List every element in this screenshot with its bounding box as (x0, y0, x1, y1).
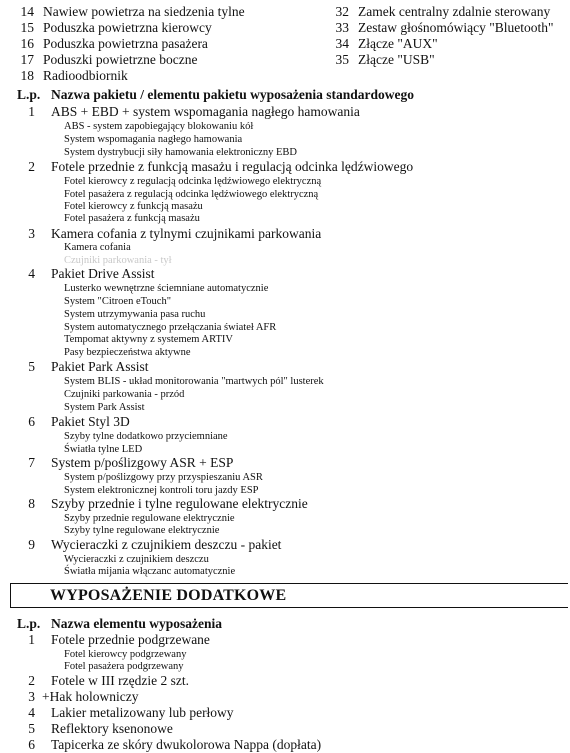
package-element: Kamera cofania (64, 242, 131, 253)
package-element: Fotel pasażera z regulacją odcinka lędźwiowego elektryczną (64, 189, 319, 200)
package-element: System Park Assist (64, 402, 145, 413)
package-element: Fotel kierowcy z funkcją masażu (64, 201, 203, 212)
package-element: Wycieraczki z czujnikiem deszczu (64, 554, 209, 565)
package-element: Tempomat aktywny z systemem ARTIV (64, 334, 233, 345)
additional-equipment-section-header (10, 583, 568, 608)
package-element: Pasy bezpieczeństwa aktywne (64, 347, 191, 358)
package-element: System elektronicznej kontroli toru jazdy ESP (64, 485, 259, 496)
package-element: Fotel pasażera z funkcją masażu (64, 213, 200, 224)
package-element: Lusterko wewnętrzne ściemniane automatycznie (64, 283, 269, 294)
package-element: System automatycznego przełączania świateł AFR (64, 322, 277, 333)
package-element-faded: Czujniki parkowania - tył (64, 255, 172, 266)
package-element: Szyby przednie regulowane elektrycznie (64, 513, 235, 524)
package-element: System utrzymywania pasa ruchu (64, 309, 206, 320)
package-element: Światła tylne LED (64, 444, 143, 455)
package-element: Światła mijania włączanc automatycznie (64, 566, 236, 577)
package-element: Szyby tylne dodatkowo przyciemniane (64, 431, 228, 442)
package-element: Fotel kierowcy z regulacją odcinka lędźwiowego elektryczną (64, 176, 322, 187)
package-element: System dystrybucji siły hamowania elektroniczny EBD (64, 147, 297, 158)
equipment-element: Fotel kierowcy podgrzewany (64, 649, 187, 660)
package-element: Szyby tylne regulowane elektrycznie (64, 525, 220, 536)
lp-column-header: L.p. (17, 87, 41, 102)
lp-column-header: L.p. (17, 616, 41, 631)
package-element: System wspomagania nagłego hamowania (64, 134, 243, 145)
package-element: ABS - system zapobiegający blokowaniu kół (64, 121, 254, 132)
package-element: System BLIS - układ monitorowania "martwych pól" lusterek (64, 376, 324, 387)
section-title: WYPOSAŻENIE DODATKOWE (50, 587, 287, 604)
package-element: System "Citroen eTouch" (64, 296, 171, 307)
element-name-column-header: Nazwa elementu wyposażenia (51, 616, 222, 631)
package-name-column-header: Nazwa pakietu / elementu pakietu wyposażenia standardowego (51, 87, 415, 102)
package-element: System p/poślizgowy przy przyspieszaniu ASR (64, 472, 263, 483)
equipment-element: Fotel pasażera podgrzewany (64, 661, 184, 672)
package-element: Czujniki parkowania - przód (64, 389, 185, 400)
